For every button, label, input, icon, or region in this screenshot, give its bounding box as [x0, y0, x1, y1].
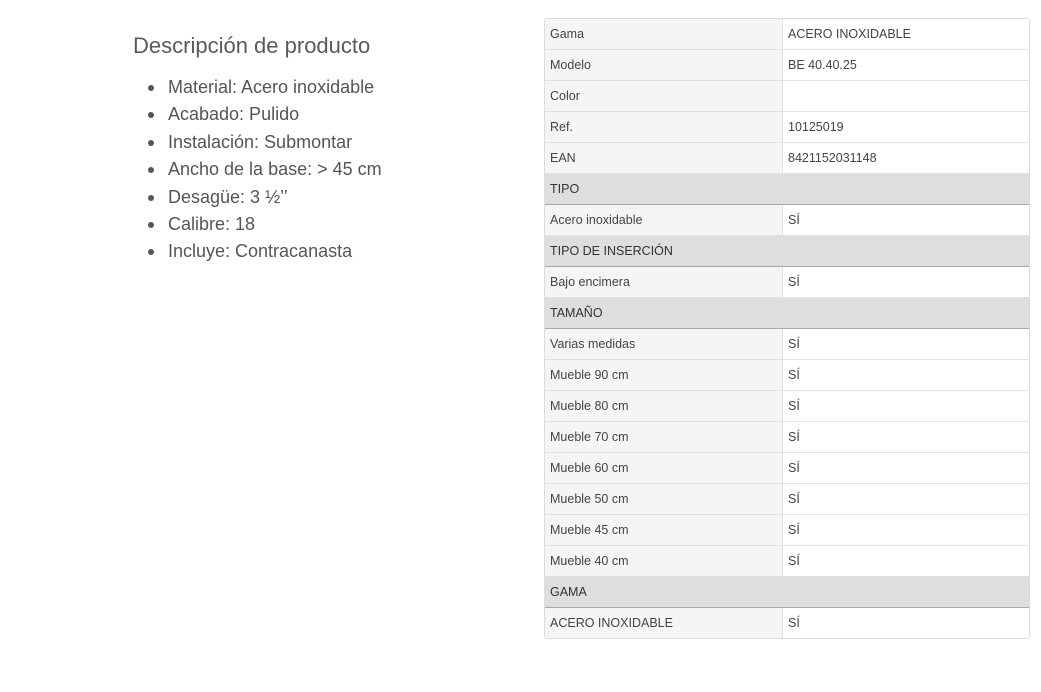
spec-value: SÍ [783, 360, 1029, 390]
spec-label: EAN [545, 143, 783, 173]
spec-label: Mueble 90 cm [545, 360, 783, 390]
spec-value: SÍ [783, 422, 1029, 452]
spec-row [545, 390, 1029, 421]
spec-value [783, 81, 1029, 111]
spec-row-model [545, 49, 1029, 80]
spec-row [545, 205, 1029, 235]
spec-row [545, 267, 1029, 297]
spec-row-ean [545, 142, 1029, 173]
spec-row [545, 545, 1029, 576]
spec-value: SÍ [783, 515, 1029, 545]
description-item-gauge: Calibre: 18 [168, 211, 513, 238]
spec-value: ACERO INOXIDABLE [783, 19, 1029, 49]
spec-row-color [545, 80, 1029, 111]
spec-label: Color [545, 81, 783, 111]
spec-value: SÍ [783, 205, 1029, 235]
spec-value: SÍ [783, 391, 1029, 421]
spec-value: SÍ [783, 329, 1029, 359]
spec-label: Bajo encimera [545, 267, 783, 297]
spec-label: Mueble 50 cm [545, 484, 783, 514]
description-item-material: Material: Acero inoxidable [168, 74, 513, 101]
description-title: Descripción de producto [133, 33, 371, 58]
spec-label: Modelo [545, 50, 783, 80]
spec-value: SÍ [783, 546, 1029, 576]
spec-section-header-insertion-type: TIPO DE INSERCIÓN [545, 235, 1029, 267]
spec-label: Mueble 70 cm [545, 422, 783, 452]
spec-row [545, 359, 1029, 390]
spec-section-header-size: TAMAÑO [545, 297, 1029, 329]
spec-value: SÍ [783, 267, 1029, 297]
specifications-table [544, 18, 1030, 639]
spec-label: Acero inoxidable [545, 205, 783, 235]
description-item-installation: Instalación: Submontar [168, 129, 513, 156]
spec-label: Varias medidas [545, 329, 783, 359]
spec-row-reference [545, 111, 1029, 142]
description-list [133, 74, 513, 266]
spec-row [545, 514, 1029, 545]
description-item-includes: Incluye: Contracanasta [168, 238, 513, 265]
spec-section-header-range: GAMA [545, 576, 1029, 608]
spec-label: Gama [545, 19, 783, 49]
spec-label: Mueble 40 cm [545, 546, 783, 576]
spec-value: 8421152031148 [783, 143, 1029, 173]
spec-label: ACERO INOXIDABLE [545, 608, 783, 638]
spec-label: Mueble 45 cm [545, 515, 783, 545]
spec-value: SÍ [783, 608, 1029, 638]
spec-label: Mueble 60 cm [545, 453, 783, 483]
spec-row [545, 483, 1029, 514]
product-description [133, 30, 513, 266]
spec-row [545, 329, 1029, 359]
spec-section-header-type: TIPO [545, 173, 1029, 205]
spec-row [545, 421, 1029, 452]
spec-value: BE 40.40.25 [783, 50, 1029, 80]
spec-value: 10125019 [783, 112, 1029, 142]
spec-label: Mueble 80 cm [545, 391, 783, 421]
spec-row-range [545, 19, 1029, 49]
spec-value: SÍ [783, 484, 1029, 514]
spec-row [545, 452, 1029, 483]
spec-value: SÍ [783, 453, 1029, 483]
spec-label: Ref. [545, 112, 783, 142]
spec-row [545, 608, 1029, 638]
description-item-finish: Acabado: Pulido [168, 101, 513, 128]
description-item-base-width: Ancho de la base: > 45 cm [168, 156, 513, 183]
description-item-drain: Desagüe: 3 ½’’ [168, 184, 513, 211]
